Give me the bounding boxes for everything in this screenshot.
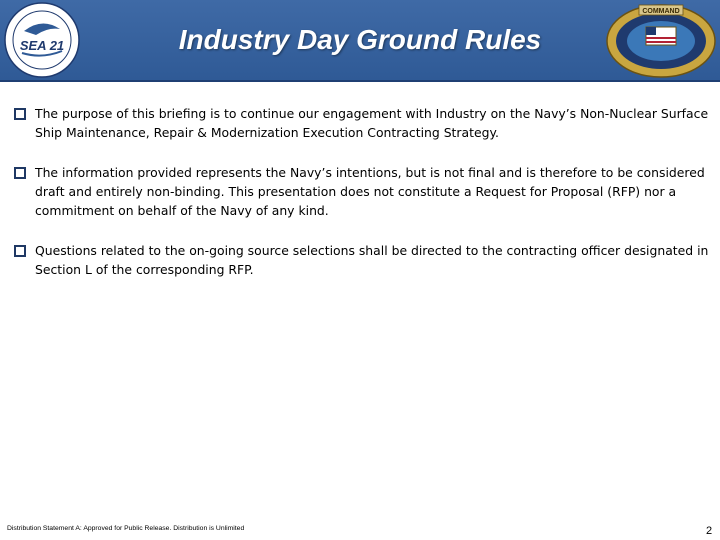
checkbox-bullet-icon (14, 245, 26, 257)
checkbox-bullet-icon (14, 108, 26, 120)
bullet-text: Questions related to the on-going source selections shall be directed to the contracting officer designated in Section L of the corresponding RFP. (35, 243, 709, 277)
navsea-command-seal-icon (604, 1, 718, 79)
bullet-item-questions (14, 241, 714, 279)
sea21-seal-icon (2, 1, 82, 79)
checkbox-bullet-icon (14, 167, 26, 179)
bullet-list (14, 104, 714, 300)
bullet-item-purpose (14, 104, 714, 142)
seal-banner-text: COMMAND (642, 8, 680, 15)
bullet-text: The purpose of this briefing is to continue our engagement with Industry on the Navy’s Non-Nuclear Surface Ship Maintenance, Repair & Modernization Execution Contracting Strategy. (35, 106, 709, 140)
slide-header (0, 0, 720, 80)
bullet-item-non-binding (14, 163, 714, 220)
distribution-statement: Distribution Statement A: Approved for Public Release. Distribution is Unlimited (7, 525, 245, 532)
bullet-text: The information provided represents the Navy’s intentions, but is not final and is therefore to be considered draft and entirely non-binding. This presentation does not constitute a Request for Proposal (RFP) nor a commitment on behalf of the Navy of any kind. (35, 165, 705, 218)
sea21-logo-text: SEA 21 (19, 38, 65, 53)
header-divider (0, 80, 720, 82)
page-title: Industry Day Ground Rules (178, 24, 542, 55)
page-number: 2 (706, 525, 713, 537)
